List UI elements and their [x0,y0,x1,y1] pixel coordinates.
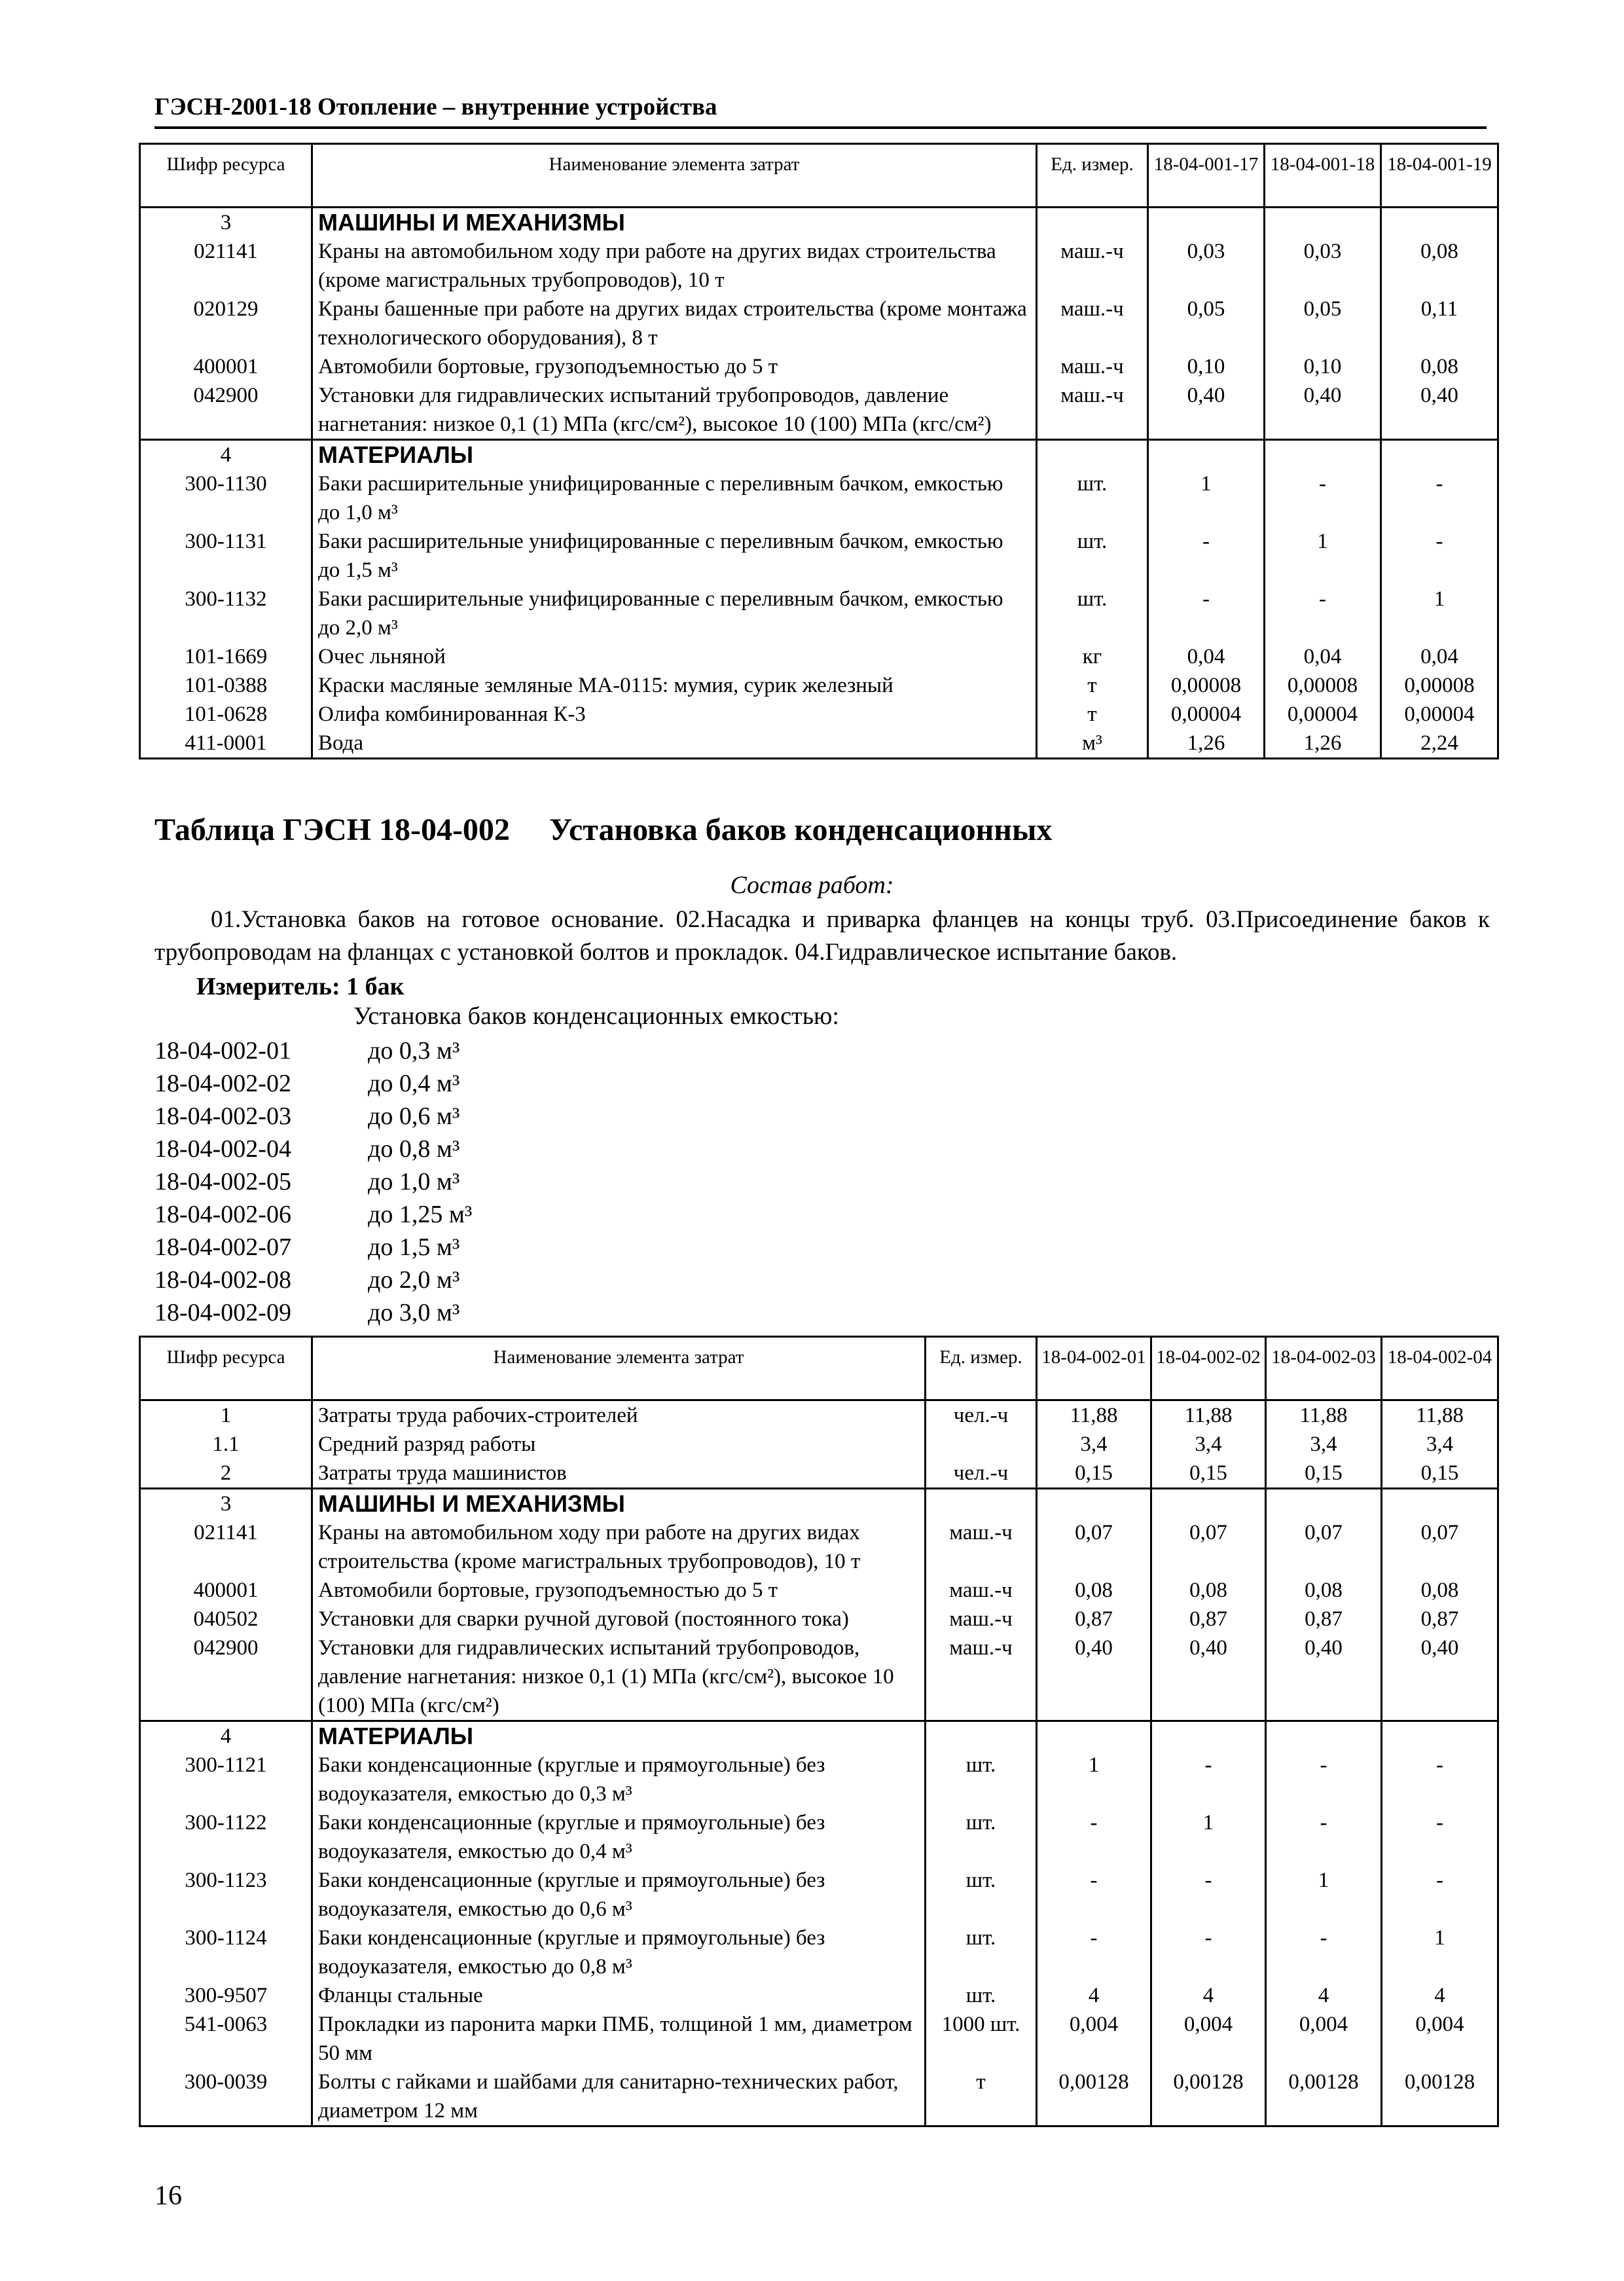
unit-of-measure: шт. [926,1808,1037,1866]
norm-value: 0,87 [1037,1605,1151,1633]
resource-code: 101-0388 [140,671,312,700]
table-row [140,208,1498,238]
norm-value: 3,4 [1382,1430,1498,1459]
resource-code: 101-0628 [140,700,312,729]
norm-value: 0,40 [1381,381,1498,440]
table-row [140,527,1498,585]
unit-of-measure: чел.-ч [926,1459,1037,1489]
table-row [140,1721,1498,1751]
table-row [140,2068,1498,2126]
norm-value [1148,440,1265,470]
norm-value: 1 [1266,1866,1382,1924]
unit-of-measure [1037,440,1148,470]
cost-element-name: МАТЕРИАЛЫ [312,1721,926,1751]
col-header-code: Шифр ресурса [140,1337,312,1400]
position-item [154,1034,472,1067]
position-capacity: до 0,8 м³ [368,1135,460,1163]
position-code: 18-04-002-03 [154,1103,291,1130]
norm-value: 0,04 [1265,642,1381,671]
cost-element-name: МАШИНЫ И МЕХАНИЗМЫ [312,208,1037,238]
table-title [154,812,1052,848]
resource-code: 300-1124 [140,1924,312,1981]
norm-value: 4 [1037,1981,1151,2010]
cost-element-name: Баки конденсационные (круглые и прямоугольные) без водоуказателя, емкостью до 0,3 м³ [312,1751,926,1808]
norm-value: - [1382,1866,1498,1924]
norm-value: - [1148,585,1265,642]
norm-value: 0,00008 [1148,671,1265,700]
table-row [140,469,1498,527]
table-row [140,381,1498,440]
table-row [140,1518,1498,1576]
norm-value: - [1151,1924,1266,1981]
unit-of-measure: маш.-ч [926,1576,1037,1605]
unit-of-measure: шт. [926,1981,1037,2010]
cost-element-name: Краски масляные земляные МА-0115: мумия, сурик железный [312,671,1037,700]
unit-of-measure: шт. [926,1866,1037,1924]
norm-value: 0,15 [1266,1459,1382,1489]
col-header-code: Шифр ресурса [140,144,312,208]
unit-of-measure: т [1037,700,1148,729]
norm-value: 3,4 [1037,1430,1151,1459]
cost-element-name: Автомобили бортовые, грузоподъемностью до 5 т [312,352,1037,381]
unit-of-measure: маш.-ч [926,1518,1037,1576]
norm-value: - [1151,1751,1266,1808]
norm-value: - [1265,585,1381,642]
resource-code: 300-1122 [140,1808,312,1866]
norm-value: 0,00128 [1382,2068,1498,2126]
norm-value [1265,208,1381,238]
norm-value: 3,4 [1151,1430,1266,1459]
resource-code: 4 [140,440,312,470]
cost-element-name: Краны на автомобильном ходу при работе на других видах строительства (кроме магистральных трубопроводов), 10 т [312,237,1037,295]
table-row [140,671,1498,700]
install-heading: Установка баков конденсационных емкостью: [353,1002,839,1030]
resource-code: 3 [140,1489,312,1519]
resource-code: 021141 [140,237,312,295]
unit-of-measure: шт. [1037,527,1148,585]
table-row [140,1605,1498,1633]
resource-table-1 [139,143,1499,759]
unit-of-measure: маш.-ч [1037,381,1148,440]
norm-value [1381,208,1498,238]
unit-of-measure: т [1037,671,1148,700]
unit-of-measure: маш.-ч [1037,237,1148,295]
resource-code: 3 [140,208,312,238]
norm-value: - [1381,469,1498,527]
norm-value: 0,07 [1266,1518,1382,1576]
col-header-position: 18-04-002-04 [1382,1337,1498,1400]
norm-value: 0,40 [1382,1633,1498,1721]
col-header-unit: Ед. измер. [926,1337,1037,1400]
resource-code: 040502 [140,1605,312,1633]
unit-of-measure: шт. [1037,585,1148,642]
table-row [140,642,1498,671]
norm-value: - [1266,1808,1382,1866]
meter-unit: Измеритель: 1 бак [196,973,405,1000]
position-capacity: до 1,5 м³ [368,1233,460,1261]
cost-element-name: Болты с гайками и шайбами для санитарно-технических работ, диаметром 12 мм [312,2068,926,2126]
norm-value: 4 [1382,1981,1498,2010]
norm-value: 0,10 [1148,352,1265,381]
norm-value: 0,08 [1266,1576,1382,1605]
unit-of-measure: маш.-ч [926,1605,1037,1633]
resource-code: 021141 [140,1518,312,1576]
norm-value: 0,05 [1148,295,1265,352]
position-list [154,1034,472,1329]
norm-value: 0,08 [1151,1576,1266,1605]
table-row [140,1489,1498,1519]
norm-value: 0,07 [1382,1518,1498,1576]
norm-value [1037,1721,1151,1751]
norm-value [1382,1721,1498,1751]
position-item [154,1165,472,1198]
norm-value [1151,1721,1266,1751]
cost-element-name: Очес льняной [312,642,1037,671]
norm-value: 0,15 [1037,1459,1151,1489]
norm-value: 1,26 [1265,729,1381,759]
norm-value: 0,05 [1265,295,1381,352]
cost-element-name: Установки для сварки ручной дуговой (постоянного тока) [312,1605,926,1633]
table-row [140,700,1498,729]
cost-element-name: Вода [312,729,1037,759]
work-composition-heading: Состав работ: [730,871,894,899]
norm-value: - [1266,1924,1382,1981]
cost-element-name: Баки расширительные унифицированные с переливным бачком, емкостью до 1,0 м³ [312,469,1037,527]
resource-code: 541-0063 [140,2010,312,2068]
position-capacity: до 0,3 м³ [368,1037,460,1065]
table-row [140,440,1498,470]
norm-value [1148,208,1265,238]
position-code: 18-04-002-06 [154,1201,291,1228]
cost-element-name: МАШИНЫ И МЕХАНИЗМЫ [312,1489,926,1519]
unit-of-measure: шт. [1037,469,1148,527]
table-row [140,1576,1498,1605]
norm-value: 11,88 [1037,1400,1151,1431]
norm-value: 0,15 [1151,1459,1266,1489]
unit-of-measure: шт. [926,1751,1037,1808]
norm-value: 0,004 [1151,2010,1266,2068]
col-header-unit: Ед. измер. [1037,144,1148,208]
position-item [154,1067,472,1100]
table-row [140,729,1498,759]
norm-value [1266,1721,1382,1751]
resource-code: 1 [140,1400,312,1431]
position-capacity: до 0,6 м³ [368,1103,460,1130]
norm-value: 0,00128 [1151,2068,1266,2126]
resource-code: 300-1131 [140,527,312,585]
position-item [154,1100,472,1133]
resource-code: 411-0001 [140,729,312,759]
norm-value: 0,08 [1381,237,1498,295]
norm-value: 0,00128 [1037,2068,1151,2126]
position-code: 18-04-002-08 [154,1266,291,1294]
position-code: 18-04-002-02 [154,1070,291,1097]
cost-element-name: Баки конденсационные (круглые и прямоугольные) без водоуказателя, емкостью до 0,4 м³ [312,1808,926,1866]
resource-code: 300-1123 [140,1866,312,1924]
norm-value: 0,08 [1381,352,1498,381]
position-capacity: до 2,0 м³ [368,1266,460,1294]
col-header-position: 18-04-001-19 [1381,144,1498,208]
table-row [140,1430,1498,1459]
norm-value: 0,004 [1266,2010,1382,2068]
unit-of-measure: маш.-ч [1037,352,1148,381]
norm-value: - [1382,1808,1498,1866]
table-row [140,1924,1498,1981]
table-row [140,1981,1498,2010]
cost-element-name: МАТЕРИАЛЫ [312,440,1037,470]
table-row [140,1866,1498,1924]
norm-value: 11,88 [1266,1400,1382,1431]
cost-element-name: Установки для гидравлических испытаний трубопроводов, давление нагнетания: низкое 0,1 (1) МПа (кгс/см²), высокое 10 (100) МПа (кгс/см²) [312,381,1037,440]
page-number: 16 [154,2181,182,2211]
norm-value: 0,00128 [1266,2068,1382,2126]
cost-element-name: Баки расширительные унифицированные с переливным бачком, емкостью до 2,0 м³ [312,585,1037,642]
unit-of-measure [926,1430,1037,1459]
norm-value: - [1265,469,1381,527]
norm-value: 1 [1265,527,1381,585]
col-header-position: 18-04-002-03 [1266,1337,1382,1400]
col-header-position: 18-04-001-17 [1148,144,1265,208]
norm-value: - [1151,1866,1266,1924]
norm-value: 0,004 [1382,2010,1498,2068]
table-row [140,237,1498,295]
resource-code: 042900 [140,381,312,440]
unit-of-measure: кг [1037,642,1148,671]
position-code: 18-04-002-09 [154,1299,291,1326]
norm-value: 4 [1151,1981,1266,2010]
norm-value: - [1037,1808,1151,1866]
norm-value: 0,87 [1382,1605,1498,1633]
col-header-name: Наименование элемента затрат [312,1337,926,1400]
col-header-position: 18-04-002-01 [1037,1337,1151,1400]
norm-value: 0,00008 [1381,671,1498,700]
position-code: 18-04-002-05 [154,1168,291,1195]
unit-of-measure: м³ [1037,729,1148,759]
resource-code: 4 [140,1721,312,1751]
col-header-position: 18-04-001-18 [1265,144,1381,208]
norm-value: 0,15 [1382,1459,1498,1489]
norm-value: 3,4 [1266,1430,1382,1459]
norm-value: 0,03 [1148,237,1265,295]
table-label: Таблица ГЭСН 18-04-002 [154,812,510,847]
table-row [140,2010,1498,2068]
position-item [154,1296,472,1329]
norm-value: - [1037,1866,1151,1924]
position-capacity: до 1,25 м³ [368,1201,473,1228]
norm-value: 0,40 [1037,1633,1151,1721]
cost-element-name: Баки конденсационные (круглые и прямоугольные) без водоуказателя, емкостью до 0,8 м³ [312,1924,926,1981]
norm-value: 0,00008 [1265,671,1381,700]
norm-value: - [1382,1751,1498,1808]
norm-value: 0,04 [1381,642,1498,671]
norm-value: - [1037,1924,1151,1981]
norm-value: 0,07 [1037,1518,1151,1576]
unit-of-measure [926,1489,1037,1519]
unit-of-measure [926,1721,1037,1751]
norm-value: 0,04 [1148,642,1265,671]
table-row [140,585,1498,642]
norm-value: - [1381,527,1498,585]
norm-value [1265,440,1381,470]
col-header-position: 18-04-002-02 [1151,1337,1266,1400]
cost-element-name: Прокладки из паронита марки ПМБ, толщиной 1 мм, диаметром 50 мм [312,2010,926,2068]
resource-code: 400001 [140,352,312,381]
cost-element-name: Затраты труда машинистов [312,1459,926,1489]
norm-value: 2,24 [1381,729,1498,759]
norm-value [1037,1489,1151,1519]
resource-code: 300-1121 [140,1751,312,1808]
norm-value: - [1266,1751,1382,1808]
norm-value: 0,07 [1151,1518,1266,1576]
cost-element-name: Затраты труда рабочих-строителей [312,1400,926,1431]
norm-value: 0,08 [1037,1576,1151,1605]
norm-value: 0,00004 [1381,700,1498,729]
norm-value: 0,40 [1265,381,1381,440]
cost-element-name: Средний разряд работы [312,1430,926,1459]
position-capacity: до 0,4 м³ [368,1070,460,1097]
position-item [154,1198,472,1231]
resource-code: 101-1669 [140,642,312,671]
norm-value: 0,004 [1037,2010,1151,2068]
norm-value [1382,1489,1498,1519]
running-header: ГЭСН-2001-18 Отопление – внутренние устройства [154,93,1487,129]
norm-value: 0,40 [1266,1633,1382,1721]
position-item [154,1231,472,1264]
position-code: 18-04-002-07 [154,1233,291,1261]
resource-table-2 [139,1336,1499,2127]
position-item [154,1133,472,1165]
col-header-name: Наименование элемента затрат [312,144,1037,208]
norm-value: 0,40 [1151,1633,1266,1721]
norm-value [1266,1489,1382,1519]
unit-of-measure: чел.-ч [926,1400,1037,1431]
norm-value: - [1148,527,1265,585]
table-row [140,1808,1498,1866]
norm-value: 0,00004 [1265,700,1381,729]
norm-value: 1,26 [1148,729,1265,759]
norm-value: 0,87 [1151,1605,1266,1633]
work-composition-text: 01.Установка баков на готовое основание. 02.Насадка и приварка фланцев на концы труб. 03.Присоединение баков к трубопроводам на фланцах с установкой болтов и прокладок. 04.Гидравлическое испытание баков. [154,906,1490,966]
unit-of-measure [1037,208,1148,238]
norm-value: 11,88 [1382,1400,1498,1431]
resource-code: 400001 [140,1576,312,1605]
norm-value: 0,03 [1265,237,1381,295]
norm-value: 1 [1151,1808,1266,1866]
cost-element-name: Фланцы стальные [312,1981,926,2010]
resource-code: 300-1130 [140,469,312,527]
norm-value: 0,40 [1148,381,1265,440]
position-code: 18-04-002-04 [154,1135,291,1163]
table-caption: Установка баков конденсационных [549,812,1053,847]
resource-code: 020129 [140,295,312,352]
norm-value: 4 [1266,1981,1382,2010]
norm-value: 1 [1382,1924,1498,1981]
cost-element-name: Краны на автомобильном ходу при работе на других видах строительства (кроме магистральных трубопроводов), 10 т [312,1518,926,1576]
unit-of-measure: 1000 шт. [926,2010,1037,2068]
resource-code: 300-1132 [140,585,312,642]
unit-of-measure: т [926,2068,1037,2126]
resource-code: 2 [140,1459,312,1489]
cost-element-name: Установки для гидравлических испытаний трубопроводов, давление нагнетания: низкое 0,1 (1) МПа (кгс/см²), высокое 10 (100) МПа (кгс/см²) [312,1633,926,1721]
table-row [140,1633,1498,1721]
norm-value [1151,1489,1266,1519]
norm-value: 1 [1037,1751,1151,1808]
resource-code: 300-9507 [140,1981,312,2010]
cost-element-name: Олифа комбинированная К-3 [312,700,1037,729]
cost-element-name: Баки конденсационные (круглые и прямоугольные) без водоуказателя, емкостью до 0,6 м³ [312,1866,926,1924]
cost-element-name: Автомобили бортовые, грузоподъемностью до 5 т [312,1576,926,1605]
resource-code: 300-0039 [140,2068,312,2126]
norm-value: 0,87 [1266,1605,1382,1633]
unit-of-measure: маш.-ч [926,1633,1037,1721]
unit-of-measure: маш.-ч [1037,295,1148,352]
norm-value: 0,10 [1265,352,1381,381]
table-row [140,1400,1498,1431]
norm-value: 0,08 [1382,1576,1498,1605]
position-code: 18-04-002-01 [154,1037,291,1065]
position-capacity: до 3,0 м³ [368,1299,460,1326]
position-capacity: до 1,0 м³ [368,1168,460,1195]
norm-value: 1 [1148,469,1265,527]
norm-value: 0,11 [1381,295,1498,352]
norm-value: 11,88 [1151,1400,1266,1431]
cost-element-name: Краны башенные при работе на других видах строительства (кроме монтажа технологического оборудования), 8 т [312,295,1037,352]
table-row [140,1751,1498,1808]
resource-code: 042900 [140,1633,312,1721]
norm-value: 0,00004 [1148,700,1265,729]
table-row [140,295,1498,352]
position-item [154,1264,472,1296]
norm-value: 1 [1381,585,1498,642]
norm-value [1381,440,1498,470]
table-row [140,352,1498,381]
unit-of-measure: шт. [926,1924,1037,1981]
resource-code: 1.1 [140,1430,312,1459]
table-row [140,1459,1498,1489]
cost-element-name: Баки расширительные унифицированные с переливным бачком, емкостью до 1,5 м³ [312,527,1037,585]
